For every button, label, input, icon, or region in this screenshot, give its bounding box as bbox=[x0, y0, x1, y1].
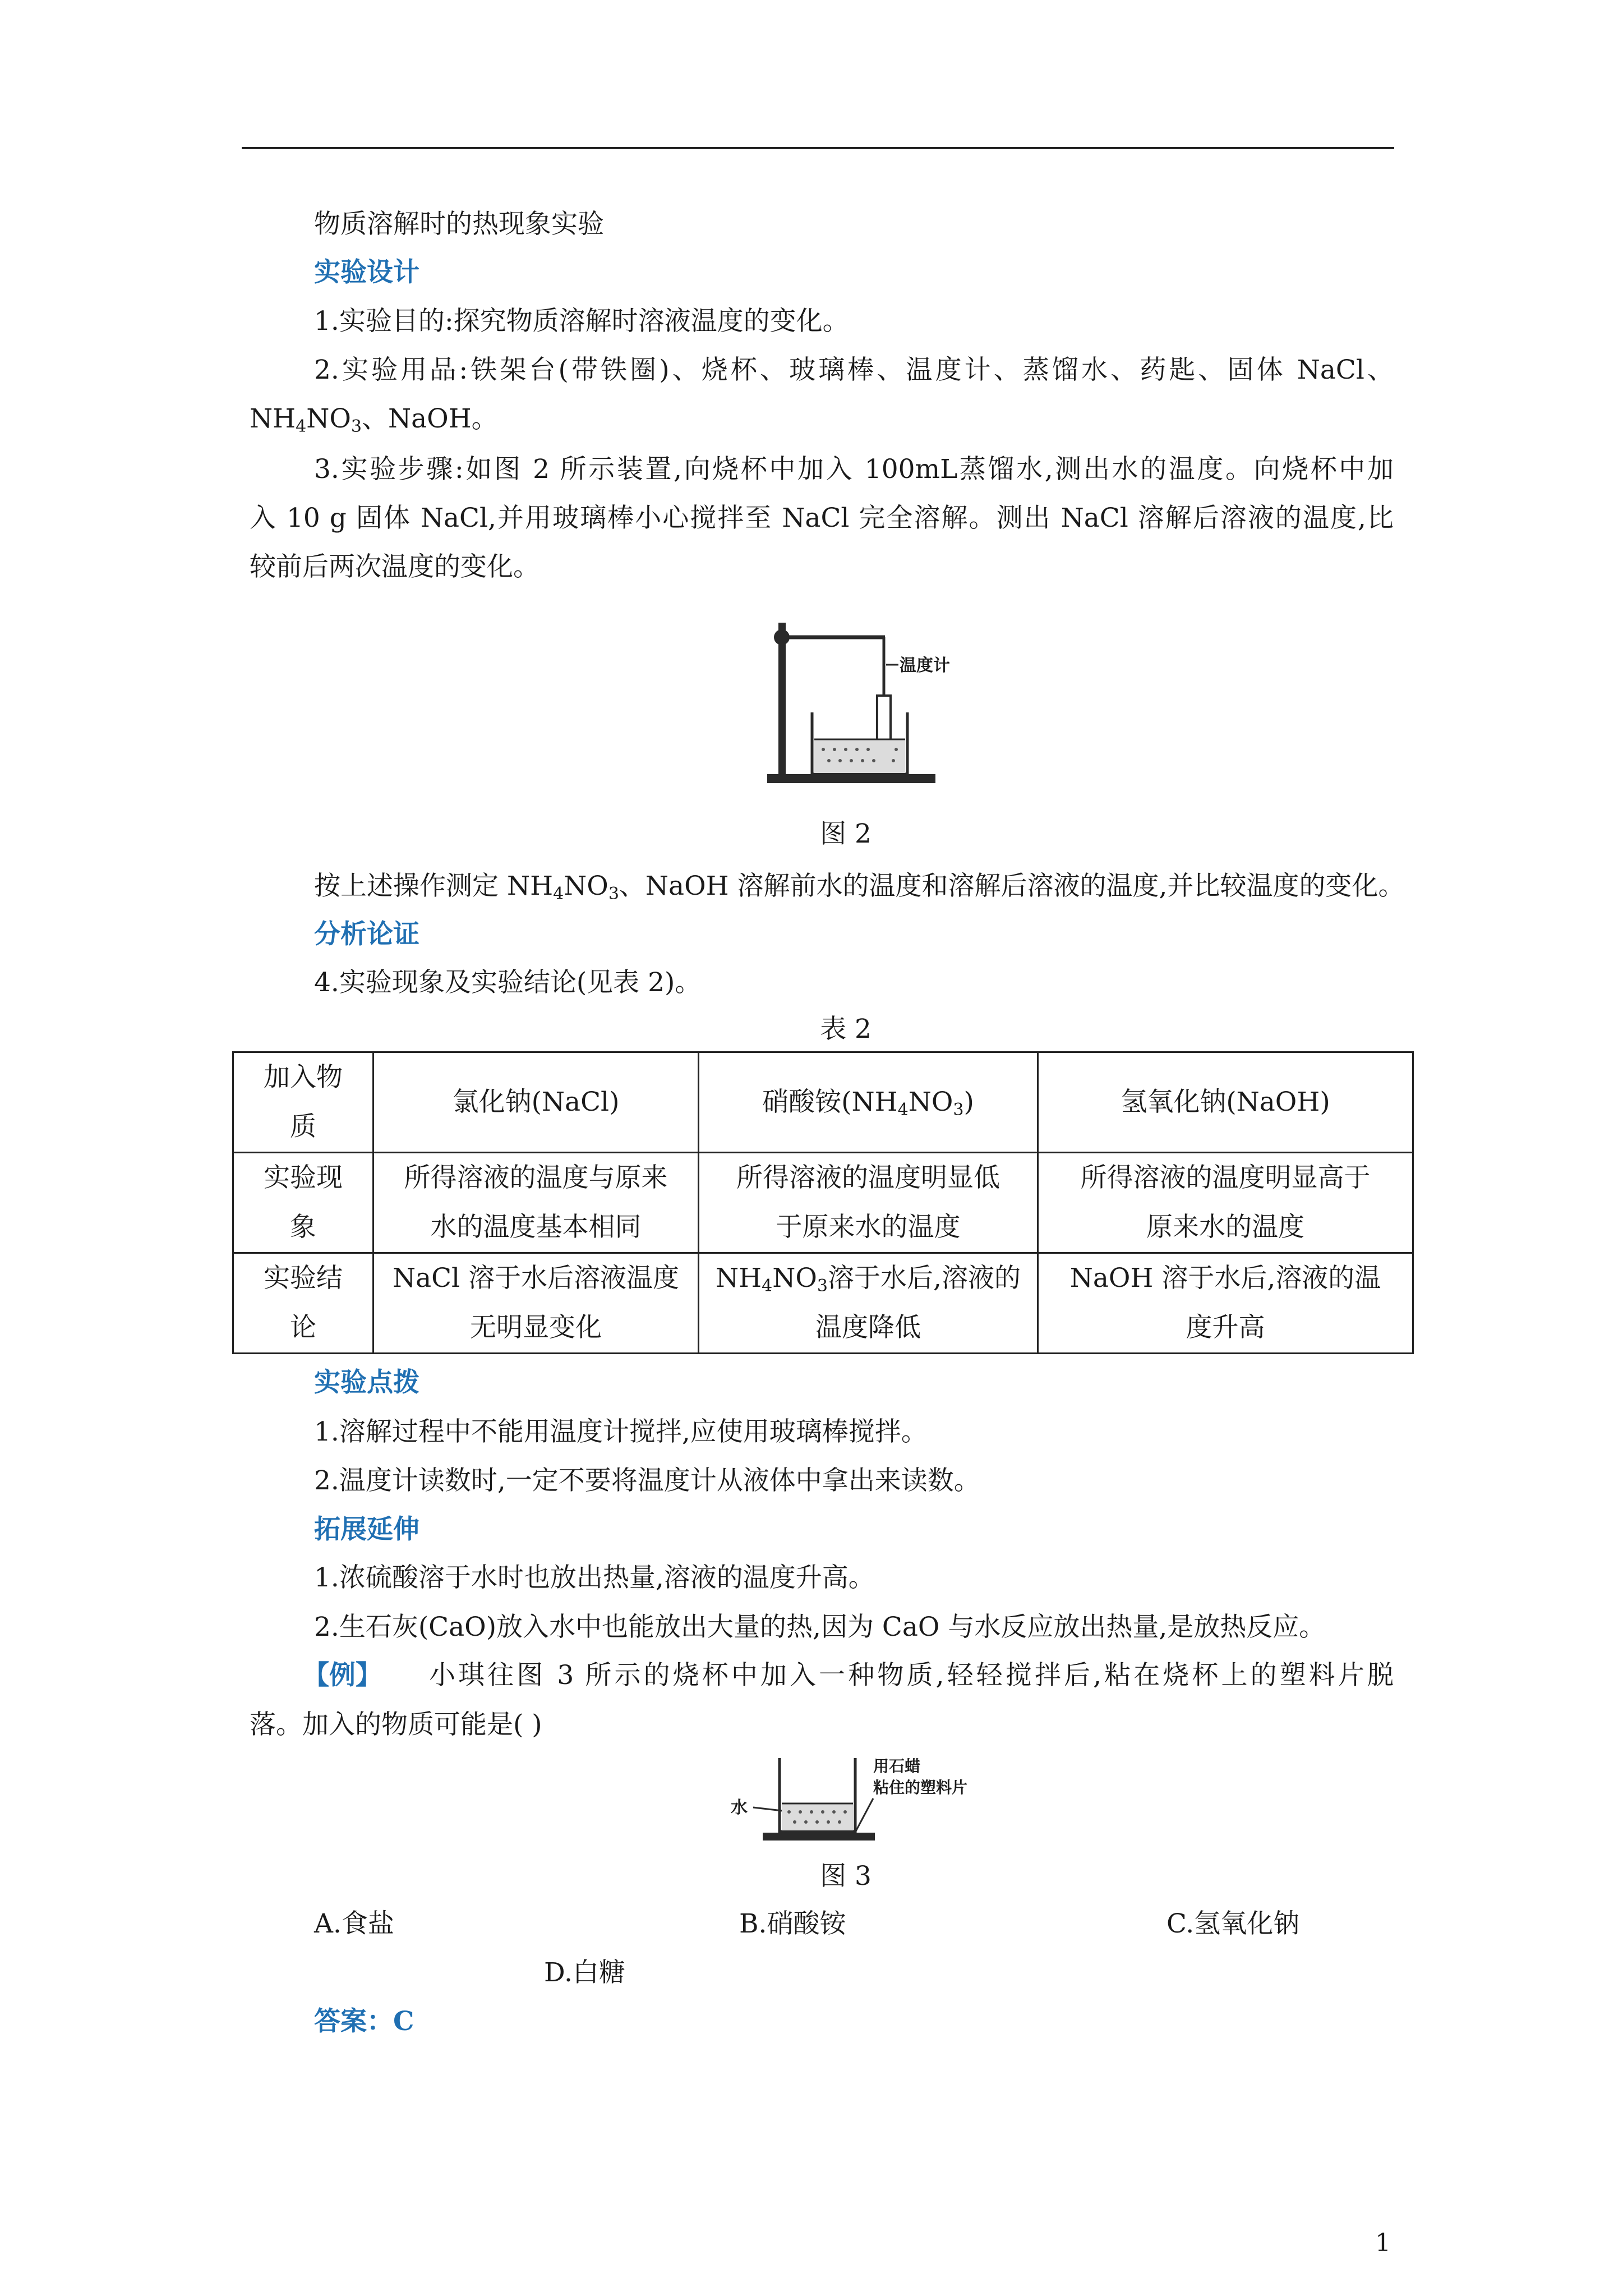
table-header-cell: 硝酸铵$(NH_4NO_3)$ bbox=[699, 1052, 1038, 1153]
extension-2: 2.生石灰(CaO)放入水中也能放出大量的热,因为 CaO 与水反应放出热量,是放热反应。 bbox=[314, 1612, 1326, 1642]
table-cell: $NH_4NO_3$溶于水后,溶液的 温度降低 bbox=[699, 1253, 1038, 1354]
figure-2-thermometer-apparatus bbox=[767, 611, 950, 788]
example-question-line1: 小琪往图 3 所示的烧杯中加入一种物质,轻轻搅拌后,粘在烧杯上的塑料片脱 bbox=[429, 1660, 1394, 1691]
item-materials-line2: $NH_4NO_3$、NaOH。 bbox=[250, 403, 498, 436]
item-materials-line1: 2.实验用品:铁架台(带铁圈)、烧杯、玻璃棒、温度计、蒸馏水、药匙、固体 NaCl、 bbox=[314, 355, 1394, 385]
item-steps-line2: 入 10 g 固体 NaCl,并用玻璃棒小心搅拌至 NaCl 完全溶解。测出 NaCl 溶解后溶液的温度,比 bbox=[250, 503, 1394, 533]
heading-experiment-design: 实验设计 bbox=[314, 257, 419, 288]
example-tag: 【例】 bbox=[303, 1660, 382, 1691]
answer: 答案：C bbox=[314, 2006, 414, 2037]
item-steps-line3: 较前后两次温度的变化。 bbox=[250, 551, 540, 582]
measure-paragraph: 按上述操作测定 $NH_4NO_3$、NaOH 溶解前水的温度和溶解后溶液的温度,并比较温度的变化。 bbox=[314, 871, 1405, 904]
option-d: D.白糖 bbox=[544, 1957, 625, 1988]
tip-2: 2.温度计读数时,一定不要将温度计从液体中拿出来读数。 bbox=[314, 1465, 980, 1496]
intro-title: 物质溶解时的热现象实验 bbox=[314, 209, 604, 240]
table-cell: 所得溶液的温度与原来 水的温度基本相同 bbox=[374, 1153, 699, 1253]
item-results-intro: 4.实验现象及实验结论(见表 2)。 bbox=[314, 967, 702, 998]
table-row bbox=[233, 1253, 1413, 1354]
table-row bbox=[233, 1153, 1413, 1253]
figure-2-thermometer-label: 温度计 bbox=[900, 656, 950, 675]
table-2-caption: 表 2 bbox=[820, 1014, 872, 1045]
option-b: B.硝酸铵 bbox=[739, 1908, 846, 1939]
figure-3-caption: 图 3 bbox=[820, 1861, 872, 1892]
table-header-cell: 氢氧化钠(NaOH) bbox=[1038, 1052, 1413, 1153]
heading-analysis: 分析论证 bbox=[314, 919, 419, 950]
heading-extension: 拓展延伸 bbox=[314, 1514, 419, 1545]
table-cell: 所得溶液的温度明显低 于原来水的温度 bbox=[699, 1153, 1038, 1253]
table-cell: 实验结 论 bbox=[233, 1253, 374, 1354]
table-row bbox=[233, 1052, 1413, 1153]
example-question-line2: 落。加入的物质可能是( ) bbox=[250, 1709, 542, 1740]
table-cell: NaCl 溶于水后溶液温度 无明显变化 bbox=[374, 1253, 699, 1354]
page-number: 1 bbox=[1375, 2229, 1391, 2257]
figure-3-water-label: 水 bbox=[731, 1798, 748, 1818]
table-2 bbox=[232, 1051, 1414, 1354]
extension-1: 1.浓硫酸溶于水时也放出热量,溶液的温度升高。 bbox=[314, 1562, 875, 1593]
figure-3-label-line1: 用石蜡 bbox=[873, 1757, 921, 1775]
table-header-cell: 加入物 质 bbox=[233, 1052, 374, 1153]
header-rule bbox=[242, 147, 1394, 149]
option-c: C.氢氧化钠 bbox=[1166, 1908, 1300, 1939]
item-purpose: 1.实验目的:探究物质溶解时溶液温度的变化。 bbox=[314, 306, 849, 337]
figure-3-label-line2: 粘住的塑料片 bbox=[873, 1778, 968, 1797]
table-cell: 实验现 象 bbox=[233, 1153, 374, 1253]
table-cell: 所得溶液的温度明显高于 原来水的温度 bbox=[1038, 1153, 1413, 1253]
tip-1: 1.溶解过程中不能用温度计搅拌,应使用玻璃棒搅拌。 bbox=[314, 1416, 928, 1447]
table-cell: NaOH 溶于水后,溶液的温 度升高 bbox=[1038, 1253, 1413, 1354]
figure-2-caption: 图 2 bbox=[820, 818, 872, 849]
figure-3-beaker-plastic-sheet bbox=[726, 1750, 973, 1851]
table-header-cell: 氯化钠(NaCl) bbox=[374, 1052, 699, 1153]
option-a: A.食盐 bbox=[314, 1908, 394, 1939]
item-steps-line1: 3.实验步骤:如图 2 所示装置,向烧杯中加入 100mL蒸馏水,测出水的温度。向烧杯中加 bbox=[314, 454, 1394, 485]
heading-tips: 实验点拨 bbox=[314, 1367, 419, 1398]
